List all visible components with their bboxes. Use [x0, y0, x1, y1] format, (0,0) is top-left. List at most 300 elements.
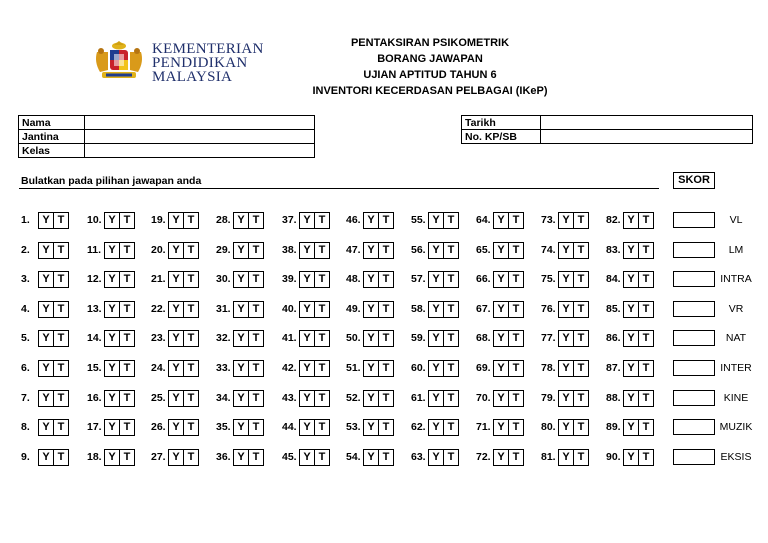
option-y[interactable]: Y	[627, 361, 635, 374]
question-number: 71.	[476, 421, 491, 433]
option-t[interactable]: T	[53, 331, 68, 346]
question-number: 76.	[541, 303, 556, 315]
option-y[interactable]: Y	[42, 331, 50, 344]
option-t[interactable]: T	[248, 213, 263, 228]
tarikh-field[interactable]	[541, 116, 753, 130]
info-label-kelas: Kelas	[19, 144, 85, 158]
option-y[interactable]: Y	[627, 391, 635, 404]
option-t[interactable]: T	[53, 272, 68, 287]
question-item	[216, 419, 264, 435]
option-y[interactable]: Y	[497, 331, 505, 344]
option-t[interactable]: T	[248, 302, 263, 317]
option-t[interactable]: T	[248, 331, 263, 346]
category-label: INTRA	[720, 273, 752, 285]
question-item	[282, 390, 330, 406]
option-t[interactable]: T	[508, 302, 523, 317]
option-y[interactable]: Y	[237, 272, 245, 285]
question-item	[151, 271, 199, 287]
question-number: 21.	[151, 273, 166, 285]
option-t[interactable]: T	[508, 213, 523, 228]
option-y[interactable]: Y	[562, 302, 570, 315]
option-y[interactable]: Y	[367, 331, 375, 344]
question-number: 27.	[151, 451, 166, 463]
option-t[interactable]: T	[443, 420, 458, 435]
option-t[interactable]: T	[508, 391, 523, 406]
option-t[interactable]: T	[53, 420, 68, 435]
option-y[interactable]: Y	[237, 302, 245, 315]
question-number: 8.	[21, 421, 30, 433]
option-y[interactable]: Y	[108, 302, 116, 315]
option-y[interactable]: Y	[172, 243, 180, 256]
option-y[interactable]: Y	[497, 213, 505, 226]
option-t[interactable]: T	[248, 361, 263, 376]
question-item	[282, 212, 330, 228]
option-t[interactable]: T	[119, 272, 134, 287]
option-t[interactable]: T	[314, 302, 329, 317]
option-t[interactable]: T	[119, 420, 134, 435]
option-y[interactable]: Y	[627, 272, 635, 285]
option-t[interactable]: T	[314, 272, 329, 287]
option-t[interactable]: T	[638, 420, 653, 435]
question-number: 33.	[216, 362, 231, 374]
question-number: 66.	[476, 273, 491, 285]
question-number: 84.	[606, 273, 621, 285]
answer-choice-box	[233, 212, 264, 229]
option-t[interactable]: T	[183, 331, 198, 346]
score-box[interactable]	[673, 360, 715, 376]
option-t[interactable]: T	[638, 450, 653, 465]
option-y[interactable]: Y	[367, 302, 375, 315]
option-y[interactable]: Y	[432, 302, 440, 315]
question-number: 87.	[606, 362, 621, 374]
answer-choice-box	[623, 360, 654, 377]
answer-choice-box	[233, 419, 264, 436]
answer-choice-box	[623, 390, 654, 407]
answer-choice-box	[299, 390, 330, 407]
option-t[interactable]: T	[183, 213, 198, 228]
question-item	[476, 212, 524, 228]
option-y[interactable]: Y	[432, 420, 440, 433]
option-t[interactable]: T	[119, 361, 134, 376]
option-y[interactable]: Y	[172, 272, 180, 285]
option-y[interactable]: Y	[562, 450, 570, 463]
option-y[interactable]: Y	[108, 361, 116, 374]
option-t[interactable]: T	[638, 272, 653, 287]
option-y[interactable]: Y	[432, 450, 440, 463]
question-number: 18.	[87, 451, 102, 463]
question-number: 83.	[606, 244, 621, 256]
option-y[interactable]: Y	[42, 272, 50, 285]
option-y[interactable]: Y	[172, 420, 180, 433]
option-t[interactable]: T	[314, 420, 329, 435]
option-y[interactable]: Y	[42, 243, 50, 256]
option-t[interactable]: T	[378, 391, 393, 406]
option-t[interactable]: T	[573, 272, 588, 287]
answer-choice-box	[168, 330, 199, 347]
option-y[interactable]: Y	[367, 243, 375, 256]
option-t[interactable]: T	[314, 213, 329, 228]
option-y[interactable]: Y	[497, 272, 505, 285]
answer-choice-box	[168, 301, 199, 318]
answer-choice-box	[168, 271, 199, 288]
option-t[interactable]: T	[573, 331, 588, 346]
option-y[interactable]: Y	[432, 243, 440, 256]
question-number: 25.	[151, 392, 166, 404]
question-number: 53.	[346, 421, 361, 433]
question-item	[606, 360, 654, 376]
question-number: 46.	[346, 214, 361, 226]
question-item	[476, 360, 524, 376]
option-t[interactable]: T	[508, 450, 523, 465]
option-y[interactable]: Y	[42, 302, 50, 315]
option-y[interactable]: Y	[367, 361, 375, 374]
option-y[interactable]: Y	[172, 331, 180, 344]
score-box[interactable]	[673, 271, 715, 287]
question-number: 89.	[606, 421, 621, 433]
question-number: 61.	[411, 392, 426, 404]
question-item	[606, 301, 654, 317]
option-t[interactable]: T	[248, 272, 263, 287]
category-label: INTER	[720, 362, 752, 374]
score-box[interactable]	[673, 212, 715, 228]
question-number: 54.	[346, 451, 361, 463]
question-number: 26.	[151, 421, 166, 433]
option-t[interactable]: T	[443, 450, 458, 465]
option-y[interactable]: Y	[497, 302, 505, 315]
answer-choice-box	[428, 271, 459, 288]
answer-choice-box	[168, 242, 199, 259]
answer-choice-box	[493, 271, 524, 288]
option-y[interactable]: Y	[237, 420, 245, 433]
option-y[interactable]: Y	[108, 450, 116, 463]
question-number: 60.	[411, 362, 426, 374]
answer-choice-box	[299, 330, 330, 347]
option-t[interactable]: T	[378, 213, 393, 228]
option-y[interactable]: Y	[237, 391, 245, 404]
option-y[interactable]: Y	[108, 213, 116, 226]
category-label: VL	[729, 214, 743, 226]
option-y[interactable]: Y	[42, 361, 50, 374]
score-box[interactable]	[673, 449, 715, 465]
question-item	[606, 271, 654, 287]
question-item	[21, 419, 69, 435]
option-y[interactable]: Y	[562, 361, 570, 374]
answer-choice-box	[363, 390, 394, 407]
score-box[interactable]	[673, 330, 715, 346]
answer-choice-box	[363, 212, 394, 229]
option-t[interactable]: T	[638, 331, 653, 346]
option-t[interactable]: T	[248, 420, 263, 435]
option-t[interactable]: T	[248, 450, 263, 465]
option-t[interactable]: T	[443, 272, 458, 287]
option-y[interactable]: Y	[562, 213, 570, 226]
option-y[interactable]: Y	[497, 243, 505, 256]
question-number: 12.	[87, 273, 102, 285]
option-t[interactable]: T	[378, 450, 393, 465]
option-t[interactable]: T	[443, 302, 458, 317]
question-number: 1.	[21, 214, 30, 226]
question-item	[346, 212, 394, 228]
option-t[interactable]: T	[443, 391, 458, 406]
option-y[interactable]: Y	[303, 302, 311, 315]
option-y[interactable]: Y	[562, 272, 570, 285]
option-y[interactable]: Y	[432, 391, 440, 404]
answer-choice-box	[428, 360, 459, 377]
option-t[interactable]: T	[573, 213, 588, 228]
option-y[interactable]: Y	[172, 391, 180, 404]
option-y[interactable]: Y	[367, 272, 375, 285]
option-t[interactable]: T	[183, 391, 198, 406]
option-t[interactable]: T	[119, 450, 134, 465]
option-y[interactable]: Y	[303, 361, 311, 374]
option-t[interactable]: T	[248, 243, 263, 258]
option-y[interactable]: Y	[303, 272, 311, 285]
option-y[interactable]: Y	[108, 272, 116, 285]
question-number: 62.	[411, 421, 426, 433]
option-t[interactable]: T	[183, 361, 198, 376]
nama-field[interactable]	[85, 116, 315, 130]
option-y[interactable]: Y	[562, 420, 570, 433]
option-t[interactable]: T	[119, 213, 134, 228]
option-t[interactable]: T	[638, 391, 653, 406]
option-t[interactable]: T	[248, 391, 263, 406]
option-y[interactable]: Y	[627, 420, 635, 433]
question-number: 39.	[282, 273, 297, 285]
option-y[interactable]: Y	[108, 420, 116, 433]
option-t[interactable]: T	[573, 420, 588, 435]
option-t[interactable]: T	[183, 450, 198, 465]
answer-choice-box	[493, 449, 524, 466]
option-t[interactable]: T	[119, 243, 134, 258]
option-t[interactable]: T	[53, 361, 68, 376]
option-y[interactable]: Y	[303, 243, 311, 256]
score-box[interactable]	[673, 419, 715, 435]
option-t[interactable]: T	[508, 420, 523, 435]
option-y[interactable]: Y	[497, 450, 505, 463]
option-t[interactable]: T	[53, 302, 68, 317]
question-number: 4.	[21, 303, 30, 315]
option-t[interactable]: T	[573, 391, 588, 406]
question-number: 52.	[346, 392, 361, 404]
option-t[interactable]: T	[119, 302, 134, 317]
question-item	[411, 449, 459, 465]
answer-choice-box	[558, 242, 589, 259]
option-t[interactable]: T	[378, 420, 393, 435]
answer-choice-box	[623, 242, 654, 259]
option-y[interactable]: Y	[497, 361, 505, 374]
question-item	[411, 330, 459, 346]
option-y[interactable]: Y	[172, 213, 180, 226]
option-t[interactable]: T	[53, 450, 68, 465]
option-t[interactable]: T	[183, 272, 198, 287]
answer-choice-box	[428, 242, 459, 259]
question-item	[151, 449, 199, 465]
option-y[interactable]: Y	[627, 243, 635, 256]
jantina-field[interactable]	[85, 130, 315, 144]
score-box[interactable]	[673, 301, 715, 317]
option-t[interactable]: T	[314, 331, 329, 346]
option-t[interactable]: T	[378, 331, 393, 346]
answer-choice-box	[623, 330, 654, 347]
option-y[interactable]: Y	[42, 420, 50, 433]
answer-choice-box	[233, 330, 264, 347]
answer-choice-box	[104, 271, 135, 288]
header-title-1: PENTAKSIRAN PSIKOMETRIK	[350, 37, 510, 49]
option-y[interactable]: Y	[367, 213, 375, 226]
answer-choice-box	[558, 330, 589, 347]
option-y[interactable]: Y	[303, 420, 311, 433]
option-t[interactable]: T	[508, 331, 523, 346]
option-y[interactable]: Y	[367, 391, 375, 404]
option-t[interactable]: T	[314, 361, 329, 376]
option-t[interactable]: T	[443, 213, 458, 228]
option-y[interactable]: Y	[303, 213, 311, 226]
option-t[interactable]: T	[573, 302, 588, 317]
kelas-field[interactable]	[85, 144, 315, 158]
question-item	[606, 419, 654, 435]
option-y[interactable]: Y	[562, 391, 570, 404]
option-y[interactable]: Y	[627, 331, 635, 344]
option-y[interactable]: Y	[432, 361, 440, 374]
answer-choice-box	[428, 301, 459, 318]
option-t[interactable]: T	[314, 391, 329, 406]
question-number: 78.	[541, 362, 556, 374]
question-number: 57.	[411, 273, 426, 285]
question-item	[411, 419, 459, 435]
question-number: 45.	[282, 451, 297, 463]
option-t[interactable]: T	[573, 450, 588, 465]
answer-choice-box	[233, 449, 264, 466]
option-t[interactable]: T	[573, 243, 588, 258]
option-t[interactable]: T	[183, 420, 198, 435]
option-y[interactable]: Y	[172, 450, 180, 463]
option-t[interactable]: T	[378, 272, 393, 287]
option-y[interactable]: Y	[497, 391, 505, 404]
score-box[interactable]	[673, 390, 715, 406]
option-t[interactable]: T	[638, 361, 653, 376]
option-y[interactable]: Y	[432, 213, 440, 226]
question-number: 69.	[476, 362, 491, 374]
option-y[interactable]: Y	[42, 450, 50, 463]
option-y[interactable]: Y	[303, 450, 311, 463]
option-y[interactable]: Y	[627, 450, 635, 463]
question-number: 36.	[216, 451, 231, 463]
question-item	[282, 330, 330, 346]
option-y[interactable]: Y	[367, 450, 375, 463]
question-number: 80.	[541, 421, 556, 433]
answer-choice-box	[38, 360, 69, 377]
option-t[interactable]: T	[378, 243, 393, 258]
option-y[interactable]: Y	[42, 391, 50, 404]
question-item	[476, 242, 524, 258]
question-number: 58.	[411, 303, 426, 315]
option-t[interactable]: T	[314, 243, 329, 258]
answer-choice-box	[363, 360, 394, 377]
option-y[interactable]: Y	[432, 272, 440, 285]
option-t[interactable]: T	[443, 243, 458, 258]
answer-choice-box	[168, 360, 199, 377]
option-t[interactable]: T	[378, 302, 393, 317]
question-number: 16.	[87, 392, 102, 404]
option-t[interactable]: T	[508, 272, 523, 287]
question-item	[411, 242, 459, 258]
option-y[interactable]: Y	[562, 331, 570, 344]
option-y[interactable]: Y	[172, 361, 180, 374]
question-number: 3.	[21, 273, 30, 285]
option-t[interactable]: T	[183, 302, 198, 317]
option-t[interactable]: T	[508, 361, 523, 376]
option-t[interactable]: T	[638, 243, 653, 258]
option-t[interactable]: T	[638, 213, 653, 228]
option-t[interactable]: T	[378, 361, 393, 376]
option-y[interactable]: Y	[562, 243, 570, 256]
answer-choice-box	[558, 301, 589, 318]
option-y[interactable]: Y	[108, 243, 116, 256]
question-item	[606, 390, 654, 406]
option-y[interactable]: Y	[303, 331, 311, 344]
question-number: 2.	[21, 244, 30, 256]
question-number: 14.	[87, 332, 102, 344]
option-y[interactable]: Y	[303, 391, 311, 404]
option-t[interactable]: T	[119, 391, 134, 406]
option-y[interactable]: Y	[237, 243, 245, 256]
option-t[interactable]: T	[443, 361, 458, 376]
option-t[interactable]: T	[314, 450, 329, 465]
question-item	[606, 330, 654, 346]
option-y[interactable]: Y	[367, 420, 375, 433]
option-t[interactable]: T	[638, 302, 653, 317]
kp-field[interactable]	[541, 130, 753, 144]
option-y[interactable]: Y	[172, 302, 180, 315]
option-t[interactable]: T	[573, 361, 588, 376]
option-y[interactable]: Y	[108, 391, 116, 404]
question-number: 48.	[346, 273, 361, 285]
question-item	[216, 330, 264, 346]
option-t[interactable]: T	[183, 243, 198, 258]
answer-choice-box	[558, 390, 589, 407]
option-t[interactable]: T	[119, 331, 134, 346]
option-y[interactable]: Y	[42, 213, 50, 226]
question-number: 9.	[21, 451, 30, 463]
score-box[interactable]	[673, 242, 715, 258]
option-t[interactable]: T	[508, 243, 523, 258]
question-item	[346, 449, 394, 465]
answer-choice-box	[428, 419, 459, 436]
question-item	[541, 360, 589, 376]
option-t[interactable]: T	[53, 391, 68, 406]
question-item	[21, 212, 69, 228]
option-y[interactable]: Y	[237, 361, 245, 374]
option-t[interactable]: T	[53, 213, 68, 228]
option-y[interactable]: Y	[108, 331, 116, 344]
category-label: EKSIS	[720, 451, 752, 463]
answer-choice-box	[363, 330, 394, 347]
question-number: 22.	[151, 303, 166, 315]
option-y[interactable]: Y	[237, 213, 245, 226]
option-y[interactable]: Y	[497, 420, 505, 433]
question-number: 29.	[216, 244, 231, 256]
option-t[interactable]: T	[53, 243, 68, 258]
option-y[interactable]: Y	[627, 302, 635, 315]
option-y[interactable]: Y	[237, 450, 245, 463]
option-y[interactable]: Y	[627, 213, 635, 226]
option-t[interactable]: T	[443, 331, 458, 346]
answer-choice-box	[233, 271, 264, 288]
question-item	[411, 360, 459, 376]
option-y[interactable]: Y	[432, 331, 440, 344]
question-item	[541, 271, 589, 287]
option-y[interactable]: Y	[237, 331, 245, 344]
